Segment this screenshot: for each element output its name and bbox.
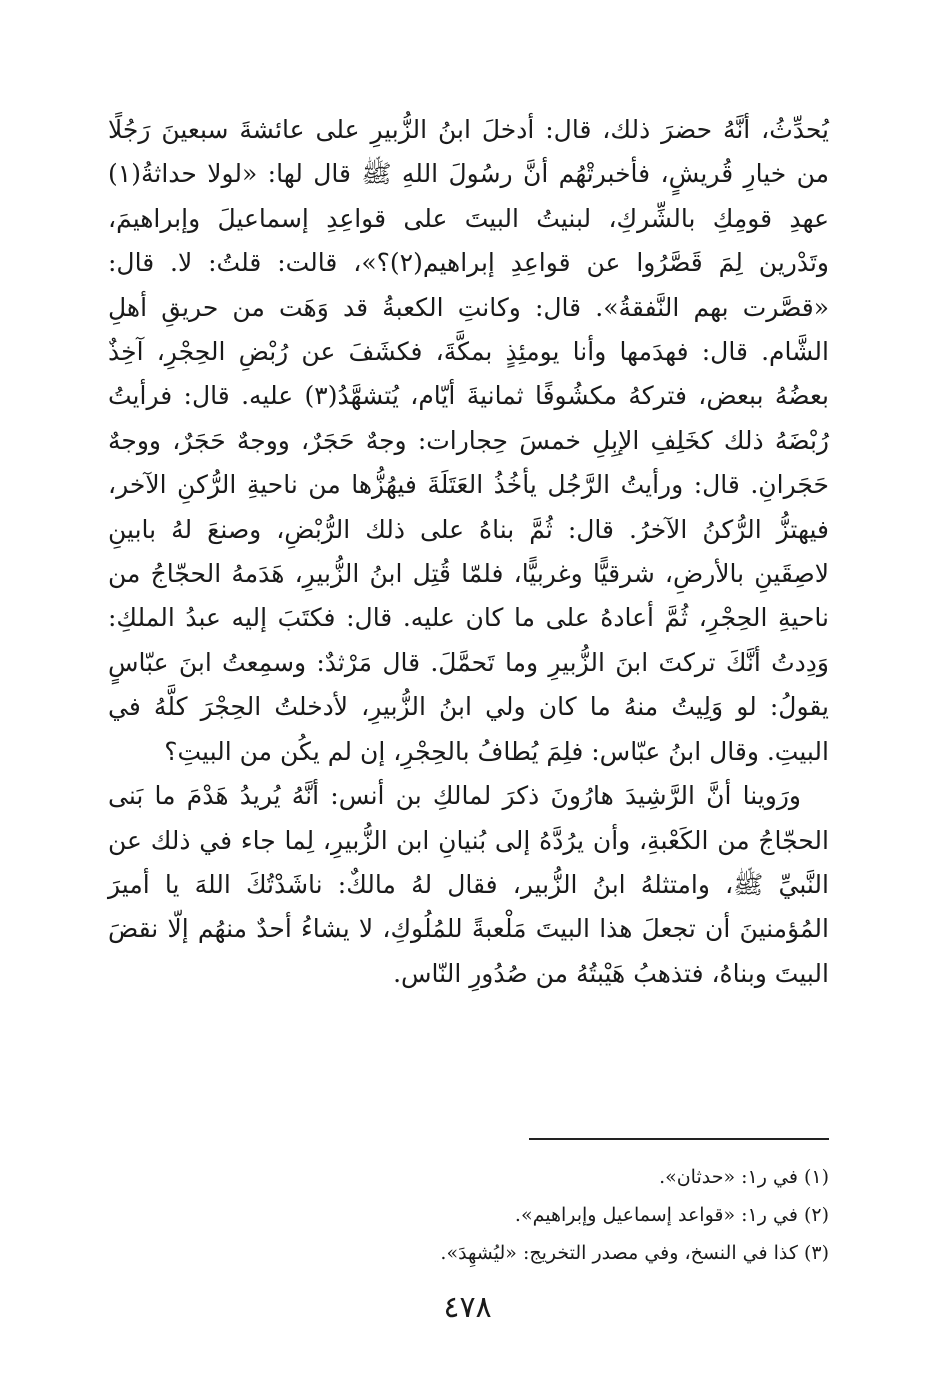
footnote-3: (٣) كذا في النسخ، وفي مصدر التخريج: «ليُشهِدَ». (440, 1242, 829, 1264)
page-number: ٤٧٨ (443, 1290, 492, 1325)
footnotes (108, 1158, 829, 1272)
paragraph-1: يُحدِّثُ، أنَّهُ حضرَ ذلك، قال: أدخلَ ابنُ الزُّبيرِ على عائشةَ سبعينَ رَجُلًا من خيارِ قُريشٍ، فأخبرتْهُم أنَّ رسُولَ اللهِ ﷺ قال لها: «لولا حداثةُ(١) عهدِ قومِكِ بالشِّركِ، لبنيتُ البيتَ على قواعِدِ إسماعيلَ وإبراهيمَ، وتَدْرين لِمَ قَصَّرُوا عن قواعِدِ إبراهيم(٢)؟»، قالت: قلتُ: لا. قال: «قصَّرت بهم النَّفقةُ». قال: وكانتِ الكعبةُ قد وَهَت من حريقِ أهلِ الشَّام. قال: فهدَمها وأنا يومئِذٍ بمكَّةَ، فكشَفَ عن رُبْضِ الحِجْرِ، آخِذٌ بعضُهُ ببعض، فتركهُ مكشُوفًا ثمانيةَ أيّام، يُتشهَّدُ(٣) عليه. قال: فرأيتُ رُبْضَهُ ذلك كخَلِفِ الإبِلِ خمسَ حِجارات: وجهٌ حَجَرٌ، ووجهٌ حَجَرٌ، ووجهٌ حَجَرانِ. قال: ورأيتُ الرَّجُل يأخُذُ العَتَلَةَ فيهُزُّها من ناحيةِ الرُّكنِ الآخر، فيهتزُّ الرُّكنُ الآخرُ. قال: ثُمَّ بناهُ على ذلك الرُّبْضِ، وصنعَ لهُ بابينِ لاصِقَينِ بالأرضِ، شرقيًّا وغربيًّا، فلمّا قُتِل ابنُ الزُّبيرِ، هَدَمهُ الحجّاجُ من ناحيةِ الحِجْرِ، ثُمَّ أعادهُ على ما كان عليه. قال: فكتَبَ إليه عبدُ الملكِ: وَدِدتُ أنَّكَ تركتَ ابنَ الزُّبيرِ وما تَحمَّلَ. قال مَرْثدٌ: وسمِعتُ ابنَ عبّاسٍ يقولُ: لو وَلِيتُ منهُ ما كان ولي ابنُ الزُّبيرِ، لأدخلتُ الحِجْرَ كلَّهُ في البيتِ. وقال ابنُ عبّاس: فلِمَ يُطافُ بالحِجْرِ، إن لم يكُن من البيتِ؟ (108, 115, 829, 766)
main-text (108, 108, 829, 996)
footnote-1: (١) في ر١: «حدثان». (659, 1166, 829, 1188)
paragraph-2: ورَوينا أنَّ الرَّشِيدَ هارُونَ ذكرَ لمالكِ بن أنس: أنَّهُ يُريدُ هَدْمَ ما بَنى الحجّاجُ من الكَعْبةِ، وأن يرُدَّهُ إلى بُنيانِ ابن الزُّبيرِ، لِما جاء في ذلك عن النَّبيِّ ﷺ، وامتثلهُ ابنُ الزُّبير، فقال لهُ مالكٌ: ناشَدْتُكَ اللهَ يا أميرَ المُؤمنينَ أن تجعلَ هذا البيتَ مَلْعبةً للمُلُوكِ، لا يشاءُ أحدٌ منهُم إلّا نقضَ البيتَ وبناهُ، فتذهبُ هَيْبتُهُ من صُدُورِ النّاس. (108, 781, 829, 988)
footnote-separator (529, 1138, 829, 1140)
footnote-2: (٢) في ر١: «قواعد إسماعيل وإبراهيم». (514, 1204, 829, 1226)
